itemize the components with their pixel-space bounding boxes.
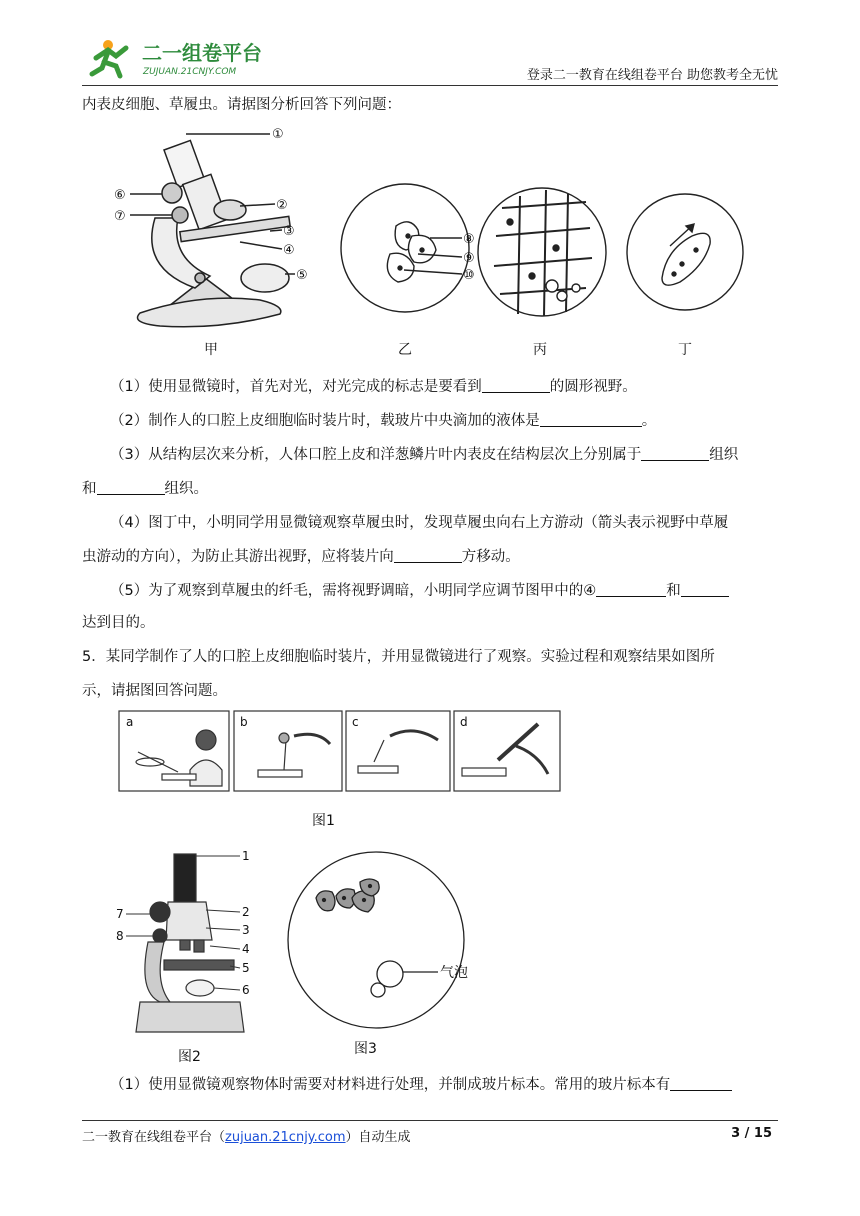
procedure-panels	[118, 710, 564, 794]
answer-blank[interactable]	[482, 378, 550, 393]
answer-blank[interactable]	[394, 548, 462, 563]
label-9: ⑨	[463, 251, 475, 266]
page-number: 3 / 15	[731, 1126, 772, 1141]
runner-logo-icon	[92, 40, 126, 76]
q4-part1: （1）使用显微镜时，首先对光，对光完成的标志是要看到 的圆形视野。	[110, 379, 637, 395]
answer-blank[interactable]	[641, 446, 709, 461]
label-7: ⑦	[114, 209, 126, 224]
label-5: ⑤	[296, 268, 308, 283]
q5-stem-line2: 示，请据图回答问题。	[82, 683, 227, 699]
fig2-label-2: 2	[242, 905, 250, 919]
q4-part3-line1: （3）从结构层次来分析，人体口腔上皮和洋葱鳞片叶内表皮在结构层次上分别属于 组织	[110, 447, 739, 463]
answer-blank[interactable]	[540, 412, 642, 427]
fig2-label-8: 8	[116, 929, 124, 943]
intro-line: 内表皮细胞、草履虫。请据图分析回答下列问题：	[82, 97, 401, 113]
label-3: ③	[283, 224, 295, 239]
q4-part3-line2: 和 组织。	[82, 481, 208, 497]
answer-blank[interactable]	[97, 480, 165, 495]
q5-figure3-field	[286, 848, 486, 1034]
header-divider	[82, 85, 778, 86]
panel-c	[346, 711, 450, 791]
label-10: ⑩	[463, 268, 475, 283]
panel-b-label: b	[240, 715, 248, 729]
field-bing-onion-cells	[478, 188, 606, 316]
q5-figure2-microscope	[110, 842, 260, 1042]
answer-blank[interactable]	[670, 1076, 732, 1091]
label-2: ②	[276, 198, 288, 213]
logo-text-en: ZUJUAN.21CNJY.COM	[143, 67, 237, 77]
panel-b	[234, 711, 342, 791]
site-logo[interactable]	[86, 36, 276, 80]
answer-blank[interactable]	[681, 582, 729, 597]
figure-microscope-set	[100, 118, 750, 368]
fig3-caption: 图3	[354, 1041, 377, 1057]
label-1: ①	[272, 127, 284, 142]
field-yi-cheek-cells	[341, 184, 469, 312]
fig2-label-6: 6	[242, 983, 250, 997]
q4-part4-line1: （4）图丁中，小明同学用显微镜观察草履虫时，发现草履虫向右上方游动（箭头表示视野中草履	[110, 515, 729, 531]
fig2-label-4: 4	[242, 942, 250, 956]
footer-source: 二一教育在线组卷平台（zujuan.21cnjy.com）自动生成	[82, 1130, 411, 1145]
caption-jia: 甲	[204, 342, 218, 358]
fig2-label-3: 3	[242, 923, 250, 937]
caption-bing: 丙	[533, 342, 547, 358]
q4-part2: （2）制作人的口腔上皮细胞临时装片时，载玻片中央滴加的液体是 。	[110, 413, 657, 429]
yi-labels	[463, 232, 475, 283]
label-6: ⑥	[114, 188, 126, 203]
label-4: ④	[283, 243, 295, 258]
field-ding-paramecium	[627, 194, 743, 310]
q5-stem-line1: 5．某同学制作了人的口腔上皮细胞临时装片，并用显微镜进行了观察。实验过程和观察结果如图所	[82, 649, 715, 665]
fig1-caption: 图1	[312, 813, 335, 829]
label-8: ⑧	[463, 232, 475, 247]
caption-ding: 丁	[678, 342, 692, 358]
panel-d-label: d	[460, 715, 468, 729]
logo-text-cn: 二一组卷平台	[142, 41, 262, 65]
q4-part4-line2: 虫游动的方向），为防止其游出视野，应将装片向 方移动。	[82, 549, 520, 565]
microscope-jia-illustration	[130, 134, 295, 327]
q5-part1: （1）使用显微镜观察物体时需要对材料进行处理，并制成玻片标本。常用的玻片标本有	[110, 1074, 810, 1096]
fig2-caption: 图2	[178, 1049, 201, 1065]
header-slogan: 登录二一教育在线组卷平台 助您教考全无忧	[526, 68, 778, 83]
bubble-small	[371, 983, 385, 997]
answer-blank[interactable]	[596, 582, 666, 597]
fig2-label-5: 5	[242, 961, 250, 975]
fig1-captions	[204, 342, 692, 358]
bubble-label: 气泡	[440, 965, 468, 981]
footer-divider	[82, 1120, 778, 1121]
site-link[interactable]: zujuan.21cnjy.com	[225, 1130, 346, 1145]
fig2-label-1: 1	[242, 849, 250, 863]
panel-c-label: c	[352, 715, 359, 729]
q4-part5-line2: 达到目的。	[82, 615, 155, 631]
caption-yi: 乙	[398, 342, 412, 358]
panel-a-label: a	[126, 715, 134, 729]
q4-part5-line1: （5）为了观察到草履虫的纤毛，需将视野调暗，小明同学应调节图甲中的④ 和	[110, 580, 810, 602]
fig2-label-7: 7	[116, 907, 124, 921]
